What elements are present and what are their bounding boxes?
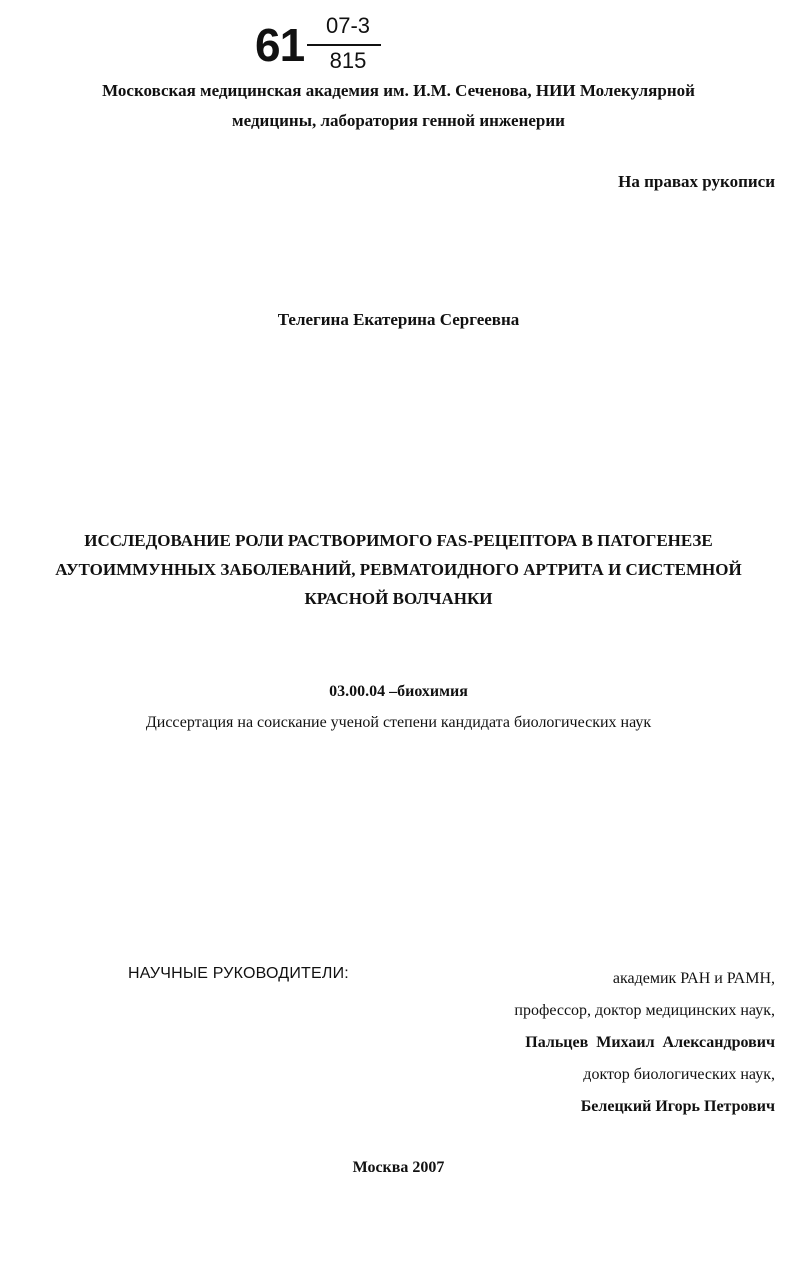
rights-note: На правах рукописи [618,172,775,191]
institution [0,76,797,136]
stamp-main-number: 61 [255,19,305,71]
author-name: Телегина Екатерина Сергеевна [277,310,520,329]
institution-line-2: медицины, лаборатория генной инженерии [232,111,565,130]
supervisor-name-1: Пальцев Михаил Александрович [525,1034,775,1051]
supervisors-label: НАУЧНЫЕ РУКОВОДИТЕЛИ: [128,965,349,982]
stamp-denominator: 815 [329,48,367,73]
title-line-1: ИССЛЕДОВАНИЕ РОЛИ РАСТВОРИМОГО FAS-РЕЦЕПТОРА В ПАТОГЕНЕЗЕ [84,531,713,550]
specialty-code: 03.00.04 –биохимия [329,683,468,700]
supervisor-name-2: Белецкий Игорь Петрович [580,1098,775,1115]
institution-line-1: Московская медицинская академия им. И.М. Сеченова, НИИ Молекулярной [102,81,695,100]
supervisor-title-3: доктор биологических наук, [583,1066,775,1083]
stamp-fraction-line [307,44,381,46]
stamp-numerator: 07-3 [325,13,371,38]
supervisor-title-1: академик РАН и РАМН, [612,970,775,987]
degree-statement: Диссертация на соискание ученой степени кандидата биологических наук [145,714,652,731]
supervisor-title-2: профессор, доктор медицинских наук, [514,1002,775,1019]
title-line-2: АУТОИММУННЫХ ЗАБОЛЕВАНИЙ, РЕВМАТОИДНОГО АРТРИТА И СИСТЕМНОЙ [55,560,742,579]
dissertation-title [0,526,797,613]
title-line-3: КРАСНОЙ ВОЛЧАНКИ [304,589,493,608]
library-stamp [255,12,395,74]
supervisors-block [514,963,775,1123]
city-year: Москва 2007 [352,1159,445,1176]
